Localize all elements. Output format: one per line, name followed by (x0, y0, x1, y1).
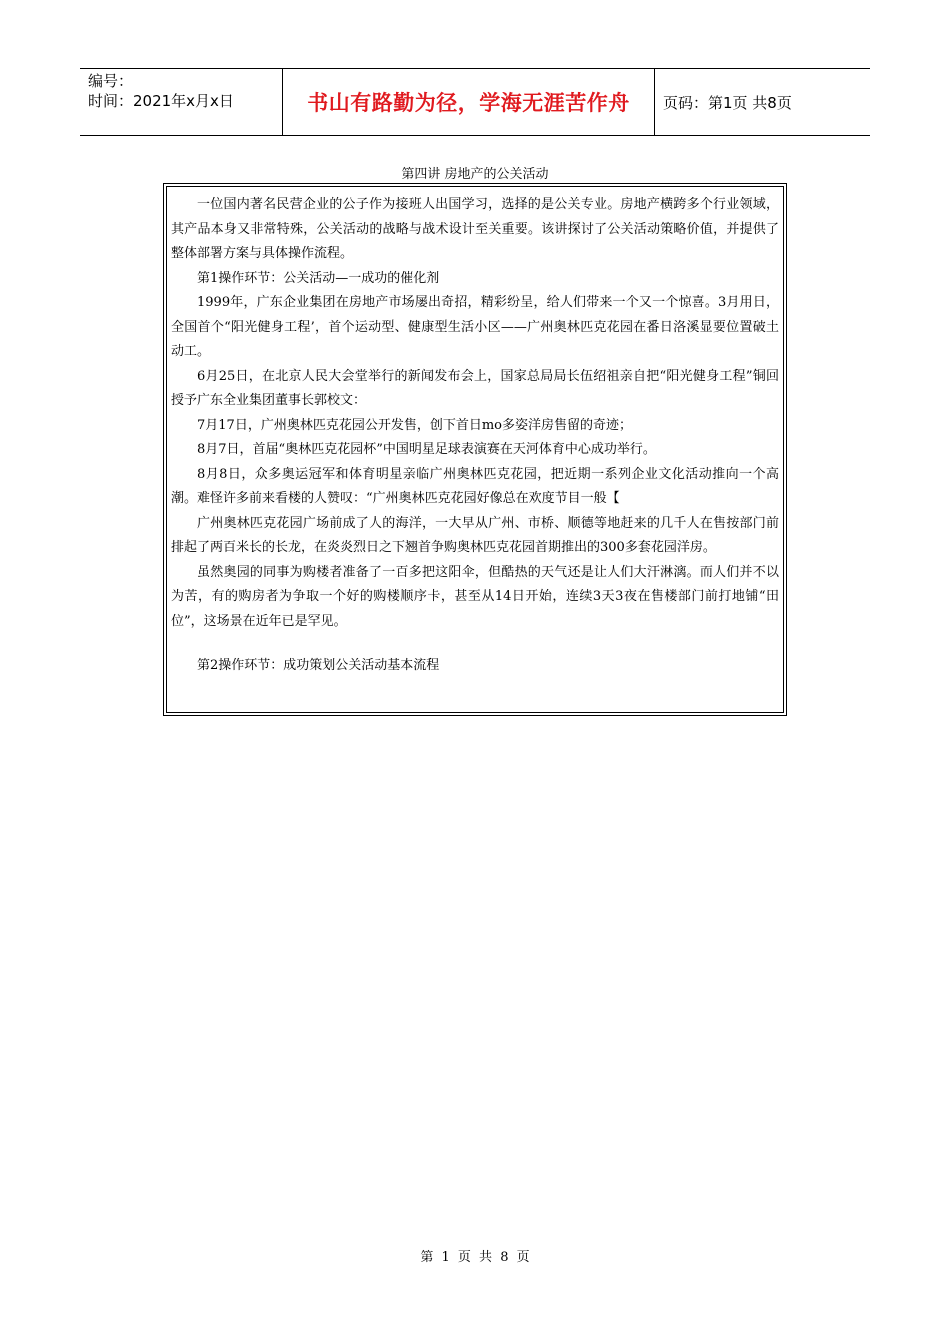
paragraph: 8月8日，众多奥运冠军和体育明星亲临广州奥林匹克花园，把近期一系列企业文化活动推向一个高潮。难怪许多前来看楼的人赞叹：“广州奥林匹克花园好像总在欢度节目一般【 (171, 466, 779, 506)
date-label: 时间：2021年x月x日 (88, 92, 234, 110)
section-heading: 第2操作环节：成功策划公关活动基本流程 (197, 658, 440, 673)
motto-cell (282, 69, 655, 135)
page-footer: 第 1 页 共 8 页 (420, 1250, 530, 1265)
paragraph: 6月25日，在北京人民大会堂举行的新闻发布会上，国家总局局长伍绍祖亲自把“阳光健身工程”铜回授予广东全业集团董事长郭校文： (171, 368, 779, 408)
document-title: 第四讲 房地产的公关活动 (401, 167, 549, 182)
content-box (163, 183, 787, 716)
header-meta-cell (80, 69, 282, 135)
header-table (80, 68, 870, 136)
paragraph: 广州奥林匹克花园广场前成了人的海洋，一大早从广州、市桥、顺德等地赶来的几千人在售按部门前排起了两百米长的长龙，在炎炎烈日之下翘首争购奥林匹克花园首期推出的300多套花园洋房。 (171, 515, 779, 555)
number-label: 编号： (88, 72, 134, 90)
paragraph: 7月17日，广州奥林匹克花园公开发售，创下首日mo多姿洋房售留的奇迹； (197, 417, 632, 433)
motto-text: 书山有路勤为径，学海无涯苦作舟 (307, 91, 630, 115)
paragraph: 一位国内著名民营企业的公子作为接班人出国学习，选择的是公关专业。房地产横跨多个行业领域，其产品本身又非常特殊，公关活动的战略与战术设计至关重要。该讲探讨了公关活动策略价值，并提供了整体部署方案与具体操作流程。 (171, 197, 779, 261)
paragraph: 1999年，广东企业集团在房地产市场屡出奇招，精彩纷呈，给人们带来一个又一个惊喜。3月用日，全国首个“阳光健身工程’，首个运动型、健康型生活小区——广州奥林匹克花园在番日洛溪显要位置破土动工。 (171, 295, 779, 359)
page-info-text: 页码：第1页 共8页 (663, 93, 792, 112)
page-info-cell (655, 69, 870, 135)
content-body (166, 186, 784, 713)
paragraph: 8月7日，首届“奥林匹克花园杯”中国明星足球表演赛在天河体育中心成功举行。 (197, 442, 656, 457)
paragraph: 虽然奥园的同事为购楼者准备了一百多把这阳伞，但酷热的天气还是让人们大汗淋漓。而人们并不以为苦，有的购房者为争取一个好的购楼顺序卡，甚至从14日开始，连续3天3夜在售楼部门前打地铺“田位”，这场景在近年已是罕见。 (171, 564, 779, 629)
paragraph: 第1操作环节：公关活动—一成功的催化剂 (197, 270, 440, 286)
